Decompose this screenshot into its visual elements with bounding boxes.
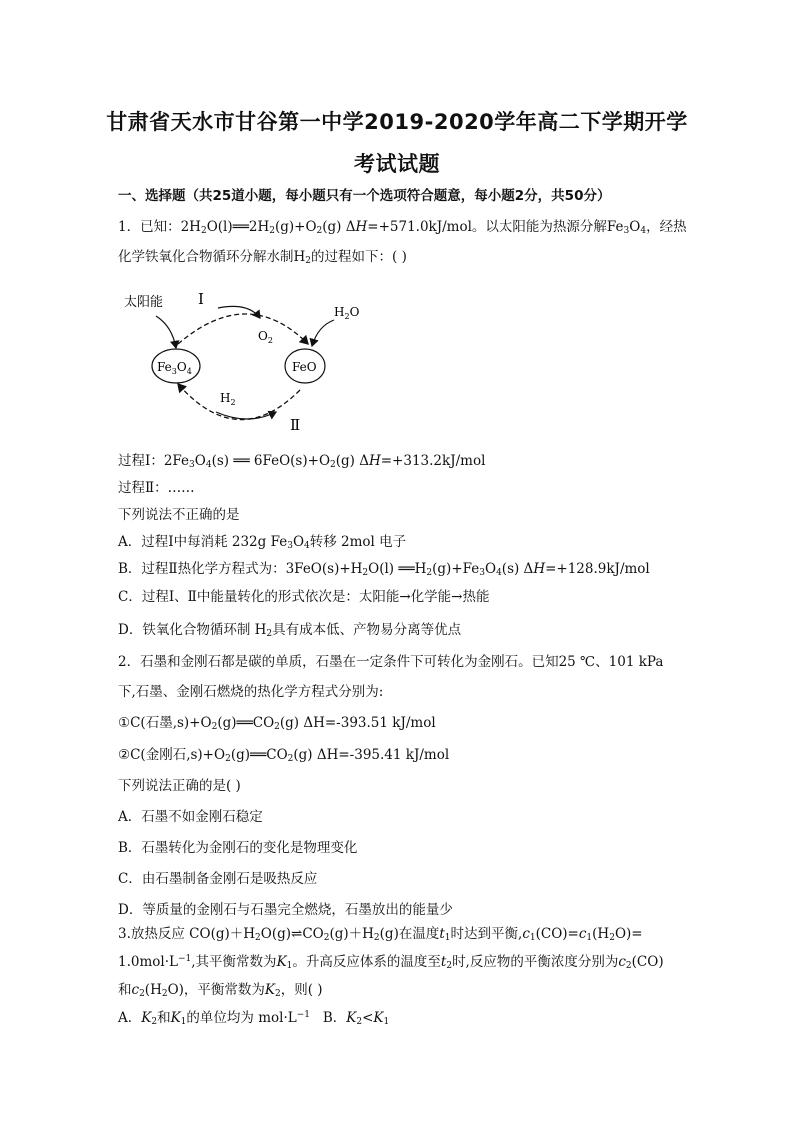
q2-option-a: A．石墨不如金刚石稳定 bbox=[118, 809, 263, 825]
q2-option-d: D．等质量的金刚石与石墨完全燃烧，石墨放出的能量少 bbox=[118, 902, 453, 918]
q2-line2: 下,石墨、金刚石燃烧的热化学方程式分别为: bbox=[118, 684, 384, 700]
o2-release-arrow bbox=[218, 306, 260, 318]
q1-line2: 化学铁氧化合物循环分解水制$H_2$的过程如下：( ) bbox=[118, 249, 407, 266]
q2-option-b: B．石墨转化为金刚石的变化是物理变化 bbox=[118, 840, 358, 856]
document-title-line1: 甘肃省天水市甘谷第一中学2019-2020学年高二下学期开学 bbox=[106, 110, 688, 134]
q3-line3: 和$c_2(H_2O)$，平衡常数为$K_2$，则( ) bbox=[118, 982, 323, 999]
q1-option-b: B．过程Ⅱ热化学方程式为：$3FeO(s)+H_2O(l)$ $══H_2(g)+Fe_3O_4(s)$ ΔH=+128.9kJ/mol bbox=[118, 561, 650, 578]
q1-line1: 1．已知：$2H_2O(l)══2H_2(g)+O_2(g)$ ΔH=+571.0kJ/mol。以太阳能为热源分解$Fe_3O_4$，经热 bbox=[118, 219, 687, 236]
label-solar-energy: 太阳能 bbox=[124, 295, 164, 310]
process-I-arrow bbox=[178, 314, 308, 344]
section-heading: 一、选择题（共25道小题，每小题只有一个选项符合题意，每小题2分，共50分） bbox=[118, 188, 611, 204]
fe-oxide-cycle-diagram bbox=[118, 282, 418, 440]
q1-process2: 过程Ⅱ：…… bbox=[118, 480, 195, 496]
h2o-input-arrow bbox=[312, 320, 334, 346]
label-fe3o4: $Fe_3O_4$ bbox=[157, 360, 192, 376]
label-feo: FeO bbox=[292, 360, 317, 374]
solar-input-arrow bbox=[156, 316, 176, 348]
q1-option-a: A．过程Ⅰ中每消耗 232g $Fe_3O_4$转移 2mol 电子 bbox=[118, 534, 407, 551]
q1-option-d: D．铁氧化合物循环制 $H_2$具有成本低、产物易分离等优点 bbox=[118, 622, 462, 639]
q3-line1: 3.放热反应 $CO(g)+H_2O(g)\rightleftharpoons CO_2(g)+H_2(g)$在温度$t_1$时达到平衡$,c_1(CO)=c_1(H_2O)=$ bbox=[118, 926, 643, 943]
q2-equation-2: ②C(金刚石$,s)+O_2(g)══CO_2(g)$ ΔH=-395.41 kJ/mol bbox=[118, 747, 450, 764]
label-o2: $O_2$ bbox=[258, 329, 273, 345]
label-h2: $H_2$ bbox=[220, 391, 236, 407]
q2-equation-1: ①C(石墨$,s)+O_2(g)══CO_2(g)$ ΔH=-393.51 kJ/mol bbox=[118, 715, 436, 732]
label-h2o: $H_2O$ bbox=[334, 305, 360, 321]
h2-release-arrow bbox=[216, 412, 276, 419]
q1-stem: 下列说法不正确的是 bbox=[118, 507, 240, 523]
q3-options-ab: A．$K_2$和$K_1$的单位均为 $mol\cdot L^{-1}$ B．$K_2<K_1$ bbox=[118, 1010, 390, 1027]
q2-option-c: C．由石墨制备金刚石是吸热反应 bbox=[118, 871, 318, 887]
q2-stem: 下列说法正确的是( ) bbox=[118, 778, 241, 794]
q3-line2: $1.0mol\cdot L^{-1}$,其平衡常数为$K_1$。升高反应体系的温度至$t_2$时,反应物的平衡浓度分别为$c_2(CO)$ bbox=[118, 954, 664, 971]
q2-line1: 2．石墨和金刚石都是碳的单质，石墨在一定条件下可转化为金刚石。已知25 ℃、101 kPa bbox=[118, 654, 664, 670]
label-process-II: Ⅱ bbox=[290, 416, 301, 434]
document-title-line2: 考试试题 bbox=[354, 152, 440, 176]
process-II-arrow bbox=[178, 384, 300, 420]
q1-process1: 过程Ⅰ：$2Fe_3O_4(s)$ ══ $6FeO(s)+O_2(g)$ ΔH=+313.2kJ/mol bbox=[118, 453, 486, 470]
q1-option-c: C．过程Ⅰ、Ⅱ中能量转化的形式依次是：太阳能→化学能→热能 bbox=[118, 589, 490, 605]
label-process-I: I bbox=[198, 290, 204, 308]
